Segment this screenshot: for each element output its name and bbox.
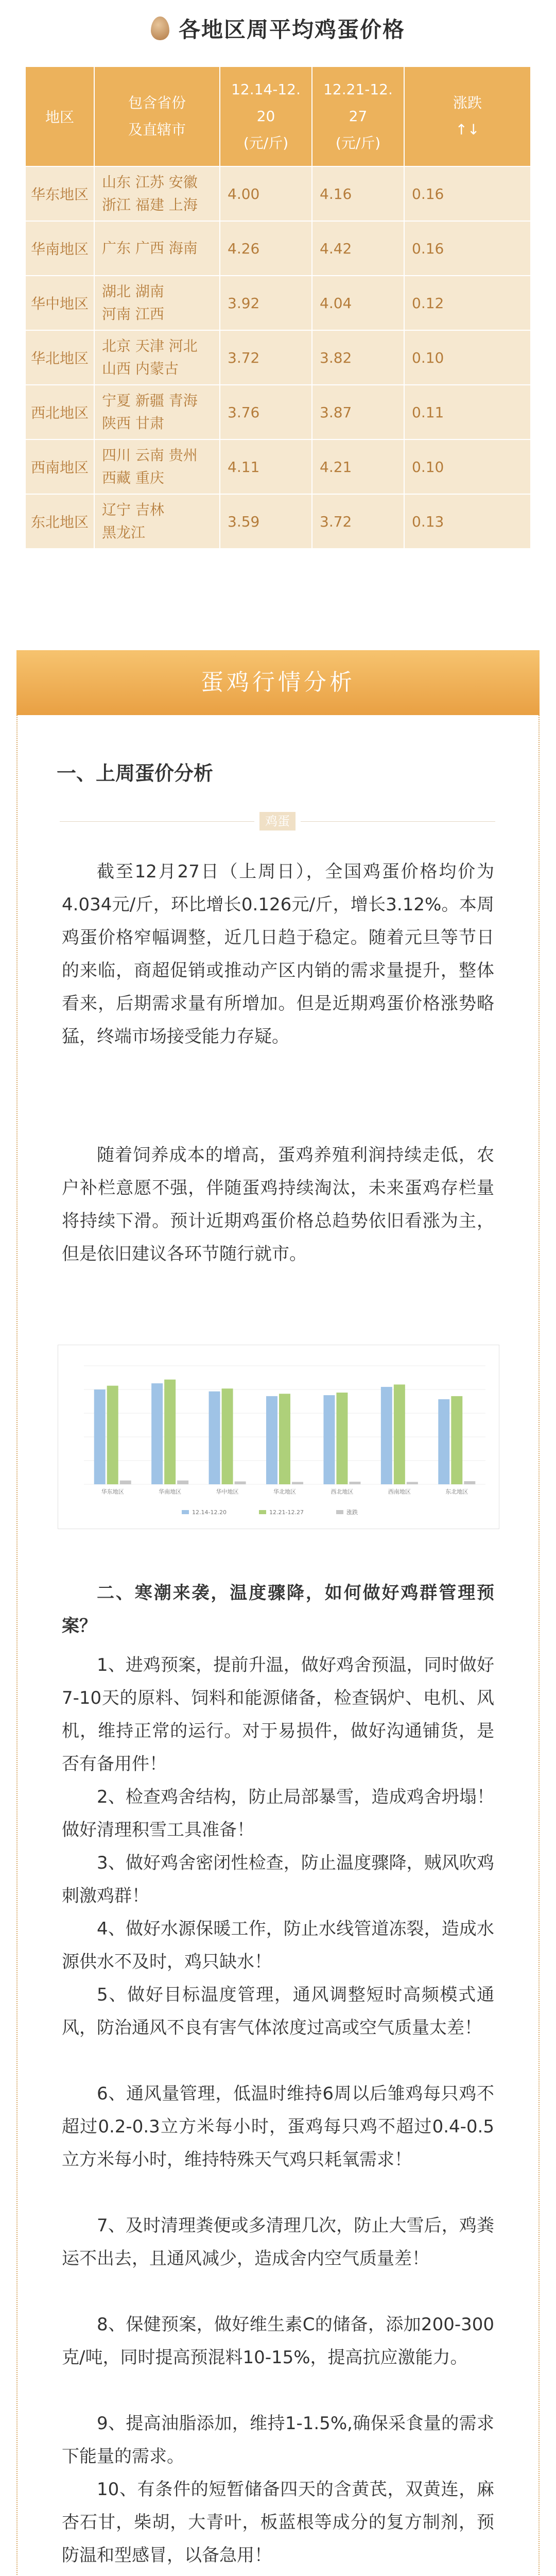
cell-week2: 3.82 [312,330,404,385]
legend-swatch [182,1510,189,1514]
chart-bar [94,1389,106,1484]
x-tick-label: 西北地区 [331,1488,354,1495]
cell-change: 0.10 [404,330,531,385]
price-table [25,66,531,549]
cell-provinces: 四川 云南 贵州 西藏 重庆 [94,439,220,494]
cell-provinces: 宁夏 新疆 青海 陕西 甘肃 [94,385,220,439]
cell-week1: 3.92 [220,276,312,330]
table-row [25,439,531,494]
page-header [0,0,556,57]
tip-item: 4、做好水源保暖工作，防止水线管道冻裂，造成水源供水不及时，鸡只缺水！ [62,1919,494,1972]
cell-change: 0.10 [404,439,531,494]
cell-region: 西北地区 [25,385,94,439]
egg-tag: 鸡蛋 [259,812,296,831]
chart-bar [120,1481,131,1484]
tip-item: 9、提高油脂添加，维持1-1.5%,确保采食量的需求下能量的需求。 [62,2413,494,2467]
chart-bar [151,1383,163,1484]
chart-bar [164,1380,176,1484]
cell-provinces: 湖北 湖南 河南 江西 [94,276,220,330]
cell-week1: 4.11 [220,439,312,494]
cell-week1: 3.59 [220,494,312,549]
cell-region: 华东地区 [25,166,94,221]
legend-swatch [259,1510,266,1514]
cell-region: 华中地区 [25,276,94,330]
section-title: 蛋鸡行情分析 [201,669,355,696]
page-title: 各地区周平均鸡蛋价格 [178,17,405,42]
cell-week2: 4.21 [312,439,404,494]
legend-swatch [336,1510,343,1514]
x-tick-label: 西南地区 [388,1488,411,1495]
tip-item: 1、进鸡预案，提前升温，做好鸡舍预温，同时做好7-10天的原料、饲料和能源储备，检查锅炉、电机、风机，维持正常的运行。对于易损件，做好沟通铺货，是否有备用件！ [62,1655,494,1774]
chart-bar [336,1393,348,1484]
cell-provinces: 辽宁 吉林 黑龙江 [94,494,220,549]
divider-right [301,821,495,822]
price-chart-svg [58,1345,499,1529]
cell-region: 华北地区 [25,330,94,385]
chart-bar [292,1482,303,1484]
x-tick-label: 华东地区 [101,1488,124,1495]
cell-week2: 4.16 [312,166,404,221]
cell-change: 0.13 [404,494,531,549]
chart-bar [279,1394,290,1484]
chart-bar [394,1384,405,1484]
cell-region: 华南地区 [25,221,94,276]
x-tick-label: 华北地区 [273,1488,296,1495]
tip-item: 2、检查鸡舍结构，防止局部暴雪，造成鸡舍坍塌！做好清理积雪工具准备！ [62,1787,494,1840]
legend-label: 12.14-12.20 [192,1509,227,1516]
egg-icon [151,16,169,40]
part2-heading: 二、寒潮来袭，温度骤降，如何做好鸡群管理预案？ [62,1583,494,1636]
cell-week2: 4.42 [312,221,404,276]
cell-change: 0.16 [404,166,531,221]
table-row [25,330,531,385]
divider-left [60,821,254,822]
cell-provinces: 北京 天津 河北 山西 内蒙古 [94,330,220,385]
cell-week1: 3.72 [220,330,312,385]
tip-item: 3、做好鸡舍密闭性检查，防止温度骤降，贼风吹鸡刺激鸡群！ [62,1853,494,1906]
section-banner [16,650,540,715]
cell-change: 0.12 [404,276,531,330]
price-chart [58,1345,499,1529]
cell-week2: 3.72 [312,494,404,549]
cell-week2: 3.87 [312,385,404,439]
tip-item: 10、有条件的短暂储备四天的含黄芪，双黄连，麻杏石甘，柴胡，大青叶，板蓝根等成分的复方制剂，预防温和型感冒，以备急用！ [62,2479,494,2566]
header-change: 涨跌 ↑↓ [404,66,531,166]
cell-week1: 3.76 [220,385,312,439]
part1-heading: 一、上周蛋价分析 [57,762,214,785]
header-week2: 12.21-12. 27 (元/斤) [312,66,404,166]
chart-bar [222,1388,233,1484]
tip-item: 8、保健预案，做好维生素C的储备，添加200-300克/吨，同时提高预混料10-15%，提高抗应激能力。 [62,2314,494,2368]
cell-change: 0.16 [404,221,531,276]
tip-item: 6、通风量管理，低温时维持6周以后雏鸡每只鸡不超过0.2-0.3立方米每小时，蛋鸡每只鸡不超过0.4-0.5立方米每小时，维持特殊天气鸡只耗氧需求！ [62,2083,494,2170]
chart-bar [235,1481,246,1484]
chart-bar [451,1396,462,1484]
chart-bar [407,1482,418,1484]
table-row [25,166,531,221]
table-row [25,494,531,549]
legend-label: 涨跌 [346,1509,358,1516]
chart-bar [209,1392,220,1484]
chart-bar [381,1387,392,1484]
cell-change: 0.11 [404,385,531,439]
header-week1: 12.14-12. 20 (元/斤) [220,66,312,166]
chart-bar [323,1395,335,1484]
cell-week1: 4.00 [220,166,312,221]
chart-bar [349,1482,360,1484]
cell-region: 西南地区 [25,439,94,494]
part1-paragraph-1: 截至12月27日（上周日），全国鸡蛋价格均价为4.034元/斤，环比增长0.126元/斤，增长3.12%。本周鸡蛋价格窄幅调整，近几日趋于稳定。随着元旦等节日的来临，商超促销或推动产区内销的需求量提升，整体看来，后期需求量有所增加。但是近期鸡蛋价格涨势略猛，终端市场接受能力存疑。 [62,861,494,1047]
cell-provinces: 广东 广西 海南 [94,221,220,276]
tip-item: 5、做好目标温度管理，通风调整短时高频模式通风，防治通风不良有害气体浓度过高或空气质量太差！ [62,1985,494,2038]
chart-bar [464,1481,475,1484]
x-tick-label: 华中地区 [216,1488,239,1495]
legend-label: 12.21-12.27 [269,1509,304,1516]
x-tick-label: 华南地区 [159,1488,182,1495]
cell-week1: 4.26 [220,221,312,276]
header-provinces: 包含省份 及直辖市 [94,66,220,166]
tip-item: 7、及时清理粪便或多清理几次，防止大雪后，鸡粪运不出去，且通风减少，造成舍内空气质量差！ [62,2215,494,2269]
header-region: 地区 [25,66,94,166]
chart-bar [266,1396,277,1484]
x-tick-label: 东北地区 [445,1488,468,1495]
table-row [25,276,531,330]
table-row [25,385,531,439]
part1-paragraph-2: 随着饲养成本的增高，蛋鸡养殖利润持续走低，农户补栏意愿不强，伴随蛋鸡持续淘汰，未来蛋鸡存栏量将持续下滑。预计近期鸡蛋价格总趋势依旧看涨为主，但是依旧建议各环节随行就市。 [62,1145,494,1264]
chart-bar [438,1399,449,1484]
table-row [25,221,531,276]
table-header-row [25,66,531,166]
cell-week2: 4.04 [312,276,404,330]
chart-bar [107,1386,118,1484]
cell-region: 东北地区 [25,494,94,549]
chart-bar [177,1481,188,1484]
cell-provinces: 山东 江苏 安徽 浙江 福建 上海 [94,166,220,221]
